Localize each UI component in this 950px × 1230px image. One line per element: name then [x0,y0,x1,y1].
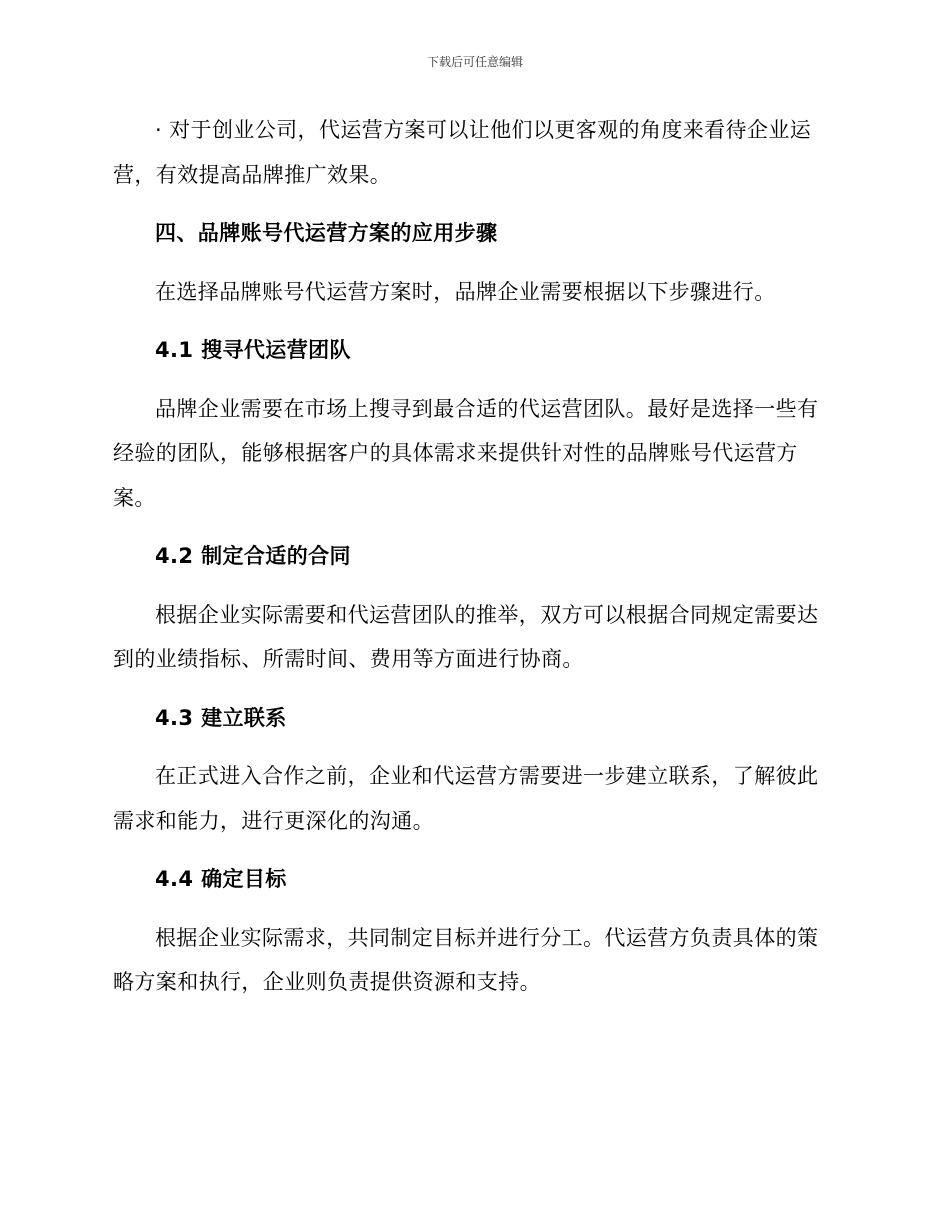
paragraph-find-team: 品牌企业需要在市场上搜寻到最合适的代运营团队。最好是选择一些有经验的团队，能够根据客户的具体需求来提供针对性的品牌账号代运营方案。 [113,396,819,510]
paragraph-startup-benefit: · 对于创业公司，代运营方案可以让他们以更客观的角度来看待企业运营，有效提高品牌推广效果。 [113,118,812,187]
paragraph-contract: 根据企业实际需要和代运营团队的推举，双方可以根据合同规定需要达到的业绩指标、所需时间、费用等方面进行协商。 [113,602,819,671]
subsection-heading-4-3: 4.3 建立联系 [155,705,287,730]
paragraph-steps-intro: 在选择品牌账号代运营方案时，品牌企业需要根据以下步骤进行。 [155,279,776,304]
page-header-caption: 下载后可任意编辑 [426,55,523,69]
document-body [113,108,833,1019]
section-heading-application-steps: 四、品牌账号代运营方案的应用步骤 [155,221,498,245]
subsection-heading-4-1: 4.1 搜寻代运营团队 [155,338,351,362]
paragraph-goals: 根据企业实际需求，共同制定目标并进行分工。代运营方负责具体的策略方案和执行，企业则负责提供资源和支持。 [113,925,819,994]
paragraph-contact: 在正式进入合作之前，企业和代运营方需要进一步建立联系，了解彼此需求和能力，进行更深化的沟通。 [113,764,819,833]
subsection-heading-4-4: 4.4 确定目标 [155,867,287,891]
subsection-heading-4-2: 4.2 制定合适的合同 [155,544,351,568]
